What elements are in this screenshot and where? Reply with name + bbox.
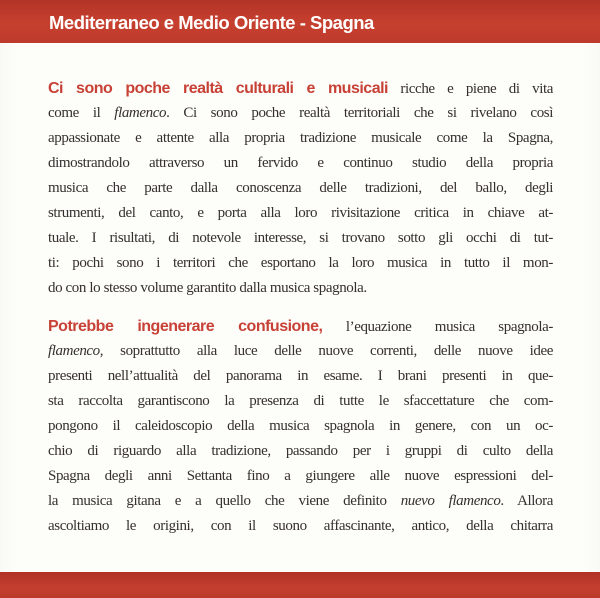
- text-segment: do con lo stesso volume garantito dalla musica spagnola.: [48, 280, 367, 296]
- text-line: [48, 276, 553, 301]
- text-segment: ricche e piene di vita: [387, 81, 553, 97]
- article: [0, 43, 600, 572]
- italic-text: nuevo flamenco: [400, 493, 501, 509]
- italic-text: flamenco: [114, 105, 167, 121]
- footer-bar: [0, 572, 600, 598]
- text-segment: musica che parte dalla conoscenza delle tradizioni, del ballo, degli: [48, 180, 553, 196]
- text-line: [48, 364, 553, 389]
- text-segment: presenti nell’attualità del panorama in esame. I brani presenti in que-: [48, 368, 553, 384]
- text-line: [48, 251, 553, 276]
- text-line: [48, 151, 553, 176]
- text-line: [48, 226, 553, 251]
- text-line: [48, 439, 553, 464]
- text-line: [48, 339, 553, 364]
- text-line: [48, 76, 553, 101]
- text-line: [48, 101, 553, 126]
- lead-text: Potrebbe ingenerare confusione,: [48, 318, 323, 335]
- paragraph: [48, 76, 553, 301]
- text-segment: ascoltiamo le origini, con il suono affascinante, antico, della chitarra: [48, 518, 553, 534]
- text-line: [48, 126, 553, 151]
- text-segment: . Ci sono poche realtà territoriali che si rivelano così: [166, 105, 553, 121]
- text-segment: , soprattutto alla luce delle nuove correnti, delle nuove idee: [99, 343, 553, 359]
- text-line: [48, 176, 553, 201]
- text-line: [48, 514, 553, 539]
- text-segment: la musica gitana e a quello che viene definito: [48, 493, 401, 509]
- text-segment: come il: [48, 105, 115, 121]
- text-segment: chio di riguardo alla tradizione, passando per i gruppi di culto della: [48, 443, 553, 459]
- text-line: [48, 314, 553, 339]
- text-line: [48, 489, 553, 514]
- lead-text: Ci sono poche realtà culturali e musicali: [48, 80, 388, 97]
- text-line: [48, 201, 553, 226]
- text-segment: appassionate e attente alla propria tradizione musicale come la Spagna,: [48, 130, 553, 146]
- text-segment: dimostrandolo attraverso un fervido e continuo studio della propria: [48, 155, 553, 171]
- text-line: [48, 389, 553, 414]
- text-segment: tuale. I risultati, di notevole interesse, si trovano sotto gli occhi di tut-: [48, 230, 553, 246]
- text-segment: sta raccolta garantiscono la presenza di tutte le sfaccettature che com-: [48, 393, 553, 409]
- text-line: [48, 464, 553, 489]
- text-segment: ti: pochi sono i territori che esportano la loro musica in tutto il mon-: [48, 255, 553, 271]
- page-title: Mediterraneo e Medio Oriente - Spagna: [49, 11, 374, 33]
- text-line: [48, 414, 553, 439]
- text-segment: l’equazione musica spagnola-: [322, 319, 553, 335]
- paragraph: [48, 314, 553, 539]
- italic-text: flamenco: [48, 343, 100, 359]
- text-segment: strumenti, del canto, e porta alla loro rivisitazione critica in chiave at-: [48, 205, 553, 221]
- text-segment: pongono il caleidoscopio della musica spagnola in genere, con un oc-: [48, 418, 553, 434]
- header-bar: [0, 0, 600, 43]
- text-segment: . Allora: [500, 493, 553, 509]
- text-segment: Spagna degli anni Settanta fino a giungere alle nuove espressioni del-: [48, 468, 553, 484]
